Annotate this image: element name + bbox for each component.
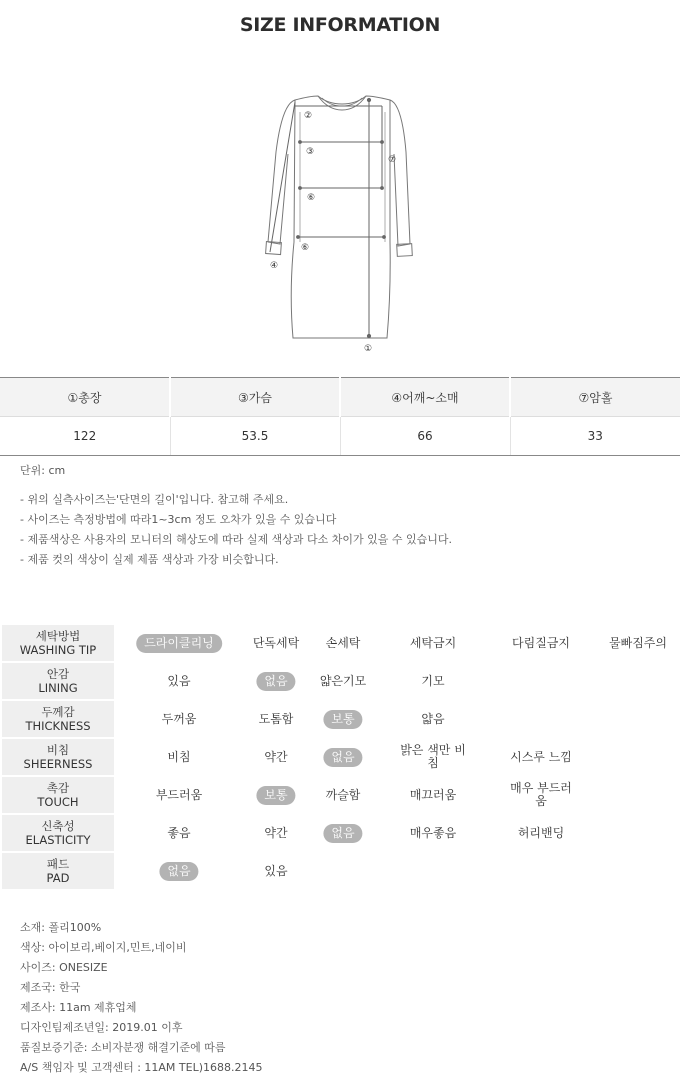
care-label-english: THICKNESS: [25, 719, 91, 733]
size-header-length: ①총장: [0, 378, 170, 417]
marker-length: ①: [363, 344, 373, 354]
care-option-text: 단독세탁: [252, 635, 300, 650]
care-option-text: 좋음: [167, 825, 191, 840]
care-option-text: 손세탁: [325, 635, 361, 650]
size-value-length: 122: [0, 417, 170, 456]
care-option: [402, 624, 464, 662]
care-option-text: 드라이클리닝: [136, 634, 222, 653]
care-option-text: 얇은기모: [319, 673, 367, 688]
care-option-text: 있음: [167, 673, 191, 688]
dress-measurement-diagram: [258, 92, 418, 357]
info-warranty: 품질보증기준: 소비자분쟁 해결기준에 따름: [20, 1041, 226, 1054]
size-notes: [20, 490, 452, 570]
size-value-shoulder-sleeve: 66: [340, 417, 510, 456]
care-option: [508, 776, 574, 814]
care-option: [148, 776, 210, 814]
care-option-text: 보통: [256, 786, 295, 805]
care-option: [159, 738, 198, 776]
marker-hip: ⑥: [300, 243, 310, 253]
care-option-selected: [323, 814, 362, 852]
care-label-korean: 두께감: [41, 705, 75, 719]
care-label-english: LINING: [38, 681, 78, 695]
care-row: [0, 624, 680, 662]
care-option-text: 기모: [421, 673, 445, 688]
care-option: [504, 624, 578, 662]
size-value-armhole: 33: [510, 417, 680, 456]
care-row-label: [2, 815, 114, 851]
care-option: [154, 700, 205, 738]
note-item: - 제품색상은 사용자의 모니터의 해상도에 따라 실제 색상과 다소 차이가 있을 수 있습니다.: [20, 533, 452, 546]
unit-label: 단위: cm: [20, 464, 66, 477]
care-option-text: 없음: [159, 862, 198, 881]
info-size: 사이즈: ONESIZE: [20, 961, 108, 974]
care-option: [402, 814, 464, 852]
care-option-text: 얇음: [421, 711, 445, 726]
size-table-value-row: [0, 417, 680, 456]
care-option: [318, 776, 369, 814]
care-option: [159, 662, 198, 700]
care-option-selected: [256, 776, 295, 814]
care-option-text: 세탁금지: [409, 635, 457, 650]
note-item: - 위의 실측사이즈는'단면의 길이'입니다. 참고해 주세요.: [20, 493, 289, 506]
marker-waist: ⑥: [306, 193, 316, 203]
care-option: [510, 814, 572, 852]
care-option-selected: [323, 738, 362, 776]
size-header-armhole: ⑦암홀: [510, 378, 680, 417]
note-item: - 제품 컷의 색상이 실제 제품 색상과 가장 비슷합니다.: [20, 553, 279, 566]
care-row: [0, 662, 680, 700]
care-row-label: [2, 739, 114, 775]
care-row-label: [2, 663, 114, 699]
care-option: [318, 624, 369, 662]
care-option-text: 없음: [323, 824, 362, 843]
care-option-text: 있음: [264, 863, 288, 878]
info-color: 색상: 아이보리,베이지,민트,네이비: [20, 941, 187, 954]
care-option: [256, 852, 295, 890]
marker-chest: ③: [305, 147, 315, 157]
care-option: [601, 624, 675, 662]
care-row: [0, 852, 680, 890]
care-option: [159, 814, 198, 852]
care-option: [256, 738, 295, 776]
care-option: [413, 662, 452, 700]
size-value-chest: 53.5: [170, 417, 340, 456]
care-row-label: [2, 777, 114, 813]
care-row-label: [2, 701, 114, 737]
size-table: [0, 377, 680, 456]
page-title: SIZE INFORMATION: [239, 14, 441, 36]
care-option-text: 다림질금지: [512, 635, 570, 650]
care-option: [508, 738, 574, 776]
info-material: 소재: 폴리100%: [20, 921, 102, 934]
care-option-text: 도톰함: [258, 711, 294, 726]
care-option-text: 매우 부드러움: [510, 781, 572, 808]
marker-shoulder: ②: [303, 111, 313, 121]
care-option-text: 부드러움: [155, 787, 203, 802]
care-option-text: 밝은 색만 비침: [400, 743, 466, 770]
care-label-korean: 패드: [46, 857, 70, 871]
care-option: [312, 662, 374, 700]
care-option-text: 보통: [323, 710, 362, 729]
care-option-text: 없음: [256, 672, 295, 691]
care-option-text: 매끄러움: [409, 787, 457, 802]
care-option-text: 비침: [167, 749, 191, 764]
care-option: [245, 624, 307, 662]
care-option-text: 매우좋음: [409, 825, 457, 840]
size-table-header-row: [0, 378, 680, 417]
care-label-korean: 안감: [46, 667, 70, 681]
care-label-english: ELASTICITY: [25, 833, 91, 847]
care-label-english: SHEERNESS: [23, 757, 93, 771]
care-option: [251, 700, 302, 738]
care-option-text: 약간: [264, 825, 288, 840]
fabric-care-chart: [0, 624, 680, 890]
care-option: [256, 814, 295, 852]
care-option: [413, 700, 452, 738]
care-row-label: [2, 625, 114, 661]
care-label-english: PAD: [46, 871, 70, 885]
care-option-text: 허리밴딩: [517, 825, 565, 840]
care-row-label: [2, 853, 114, 889]
care-option-selected: [159, 852, 198, 890]
size-header-chest: ③가슴: [170, 378, 340, 417]
care-option-text: 두꺼움: [161, 711, 197, 726]
care-label-english: WASHING TIP: [19, 643, 97, 657]
care-row: [0, 700, 680, 738]
care-option: [400, 738, 466, 776]
size-header-shoulder-sleeve: ④어깨~소매: [340, 378, 510, 417]
care-label-korean: 신축성: [41, 819, 75, 833]
marker-sleeve: ④: [269, 261, 279, 271]
note-item: - 사이즈는 측정방법에 따라1~3cm 정도 오차가 있을 수 있습니다: [20, 513, 337, 526]
care-option-selected: [136, 624, 222, 662]
care-row: [0, 738, 680, 776]
care-label-korean: 촉감: [46, 781, 70, 795]
product-info: [20, 918, 263, 1078]
care-label-english: TOUCH: [37, 795, 79, 809]
info-manufacturer: 제조사: 11am 제휴업체: [20, 1001, 137, 1014]
care-label-korean: 세탁방법: [35, 629, 81, 643]
care-option-text: 물빠짐주의: [609, 635, 667, 650]
care-option: [402, 776, 464, 814]
info-customer-service: A/S 책임자 및 고객센터 : 11AM TEL)1688.2145: [20, 1061, 263, 1074]
care-label-korean: 비침: [46, 743, 70, 757]
care-row: [0, 776, 680, 814]
care-row: [0, 814, 680, 852]
care-option-selected: [323, 700, 362, 738]
care-option-text: 없음: [323, 748, 362, 767]
care-option-text: 까슬함: [325, 787, 361, 802]
care-option-selected: [256, 662, 295, 700]
info-date: 디자인팀제조년일: 2019.01 이후: [20, 1021, 183, 1034]
marker-armhole: ⑦: [387, 155, 397, 165]
care-option-text: 시스루 느낌: [510, 749, 572, 764]
care-option-text: 약간: [264, 749, 288, 764]
info-country: 제조국: 한국: [20, 981, 81, 994]
